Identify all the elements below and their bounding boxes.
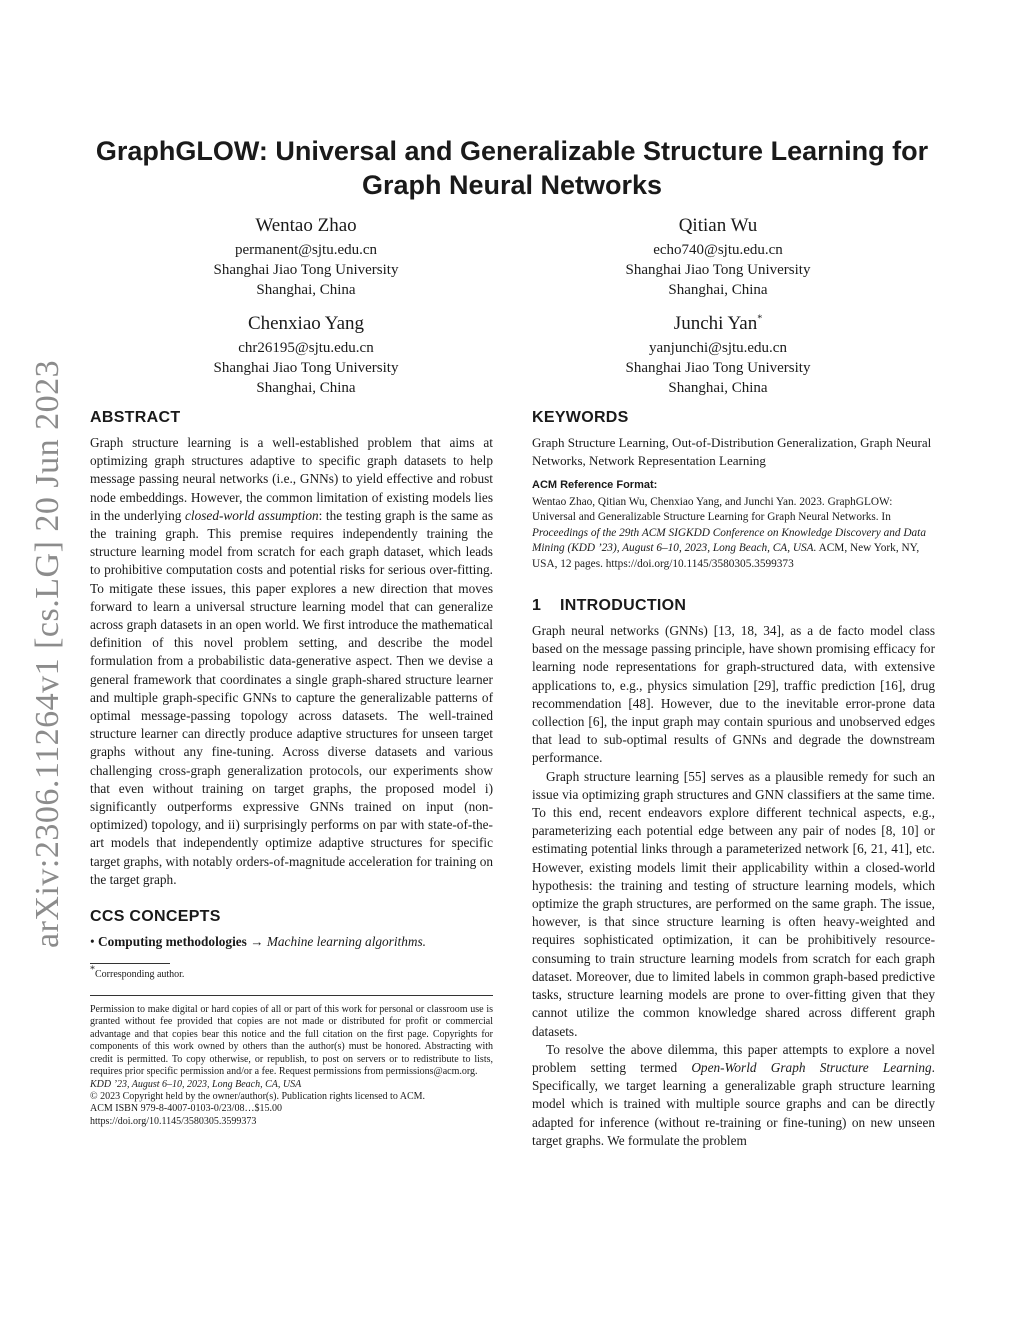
permission-doi: https://doi.org/10.1145/3580305.3599373: [90, 1115, 257, 1127]
abstract-part: Graph structure learning is a well-established problem that aims at optimizing graph structures adaptive to specific graph datasets to help message passing neural networks (i.e., GNNs) to yield effective and robust node embeddings. However, the common limitation of existing models lies in the underlying: [90, 435, 493, 523]
paper-title: [70, 134, 954, 202]
acm-ref-part: ACM, New York, NY, USA, 12 pages. https://doi.org/10.1145/3580305.3599373: [532, 542, 920, 570]
corresponding-mark: *: [757, 313, 763, 325]
author-affiliation: Shanghai Jiao Tong University: [625, 262, 811, 278]
ccs-concepts: [90, 933, 493, 951]
ccs-bullet: •: [90, 934, 95, 950]
permission-venue: [90, 1079, 493, 1091]
venue-text: KDD ’23, August 6–10, 2023, Long Beach, CA, USA: [90, 1078, 302, 1090]
author-name: Wentao Zhao: [255, 215, 357, 236]
permission-text: Permission to make digital or hard copies of all or part of this work for personal or classroom use is granted without fee provided that copies are not made or distributed for profit or commercial advantage and that copies bear this notice and the full citation on the first page. Copyrights for components of this work owned by others than the author(s) must be honored. Abstracting with credit is permitted. To copy otherwise, or republish, to post on servers or to redistribute to lists, requires prior specific permission and/or a fee. Request permissions from permissions@acm.org.: [90, 1004, 493, 1078]
author-location: Shanghai, China: [256, 380, 356, 396]
ccs-concept: Machine learning algorithms.: [266, 934, 426, 950]
footnote-text: Corresponding author.: [95, 969, 185, 981]
title-line-2: Graph Neural Networks: [361, 170, 663, 200]
title-line-1: GraphGLOW: Universal and Generalizable Structure Learning for: [95, 136, 929, 166]
author-email: echo740@sjtu.edu.cn: [653, 242, 783, 258]
author-affiliation: Shanghai Jiao Tong University: [213, 262, 399, 278]
intro-paragraph: Graph neural networks (GNNs) [13, 18, 34], as a de facto model class based on the message passing principle, have shown promising efficacy for learning node representations for graph-structured data, with extensive applications to, e.g., physics simulation [29], traffic prediction [16], drug recommendation [48]. However, due to the inevitable error-prone data collection [6], the input graph may contain spurious and unobserved edges that lead to sub-optimal results of GNNs and degrade the downstream performance.: [532, 623, 935, 766]
introduction-heading: [532, 596, 935, 616]
permission-copyright: © 2023 Copyright held by the owner/author(s). Publication rights licensed to ACM.: [90, 1090, 426, 1102]
author-block: [141, 214, 471, 300]
footnote-rule: [90, 963, 170, 964]
author-block: [553, 214, 883, 300]
abstract-text: [90, 434, 493, 889]
keywords-text: Graph Structure Learning, Out-of-Distribution Generalization, Graph Neural Networks, Network Representation Learning: [532, 435, 932, 468]
author-name: Qitian Wu: [678, 215, 758, 236]
author-name: [553, 312, 883, 336]
permission-block: [90, 1004, 493, 1128]
author-affiliation: Shanghai Jiao Tong University: [625, 360, 811, 376]
abstract-part: : the testing graph is the same as the training graph. This premise requires independently training the structure learning model from scratch for each graph dataset, which leads to prohibitive computation costs and potential risks for serious over-fitting. To mitigate these issues, this paper explores a new direction that moves forward to learn a universal structure learning model that can generalize across graph datasets in an open world. We first introduce the mathematical definition of this novel problem setting, and describe the model formulation from a probabilistic data-generative aspect. Then we devise a general framework that coordinates a single graph-shared structure learner and multiple graph-specific GNNs to capture the generalizable patterns of optimal message-passing topology across datasets. The well-trained structure learner can directly produce adaptive structures for unseen target graphs without any fine-tuning. Across diverse datasets and various challenging cross-graph generalization protocols, our experiments show that even without training on target graphs, the proposed model i) significantly outperforms expressive GNNs trained on input (non-optimized) topology, and ii) surprisingly performs on par with state-of-the-art models that independently optimize adaptive structures for specific target graphs, with notably orders-of-magnitude acceleration for training on the target graph.: [90, 507, 494, 887]
ccs-category: Computing methodologies: [97, 934, 247, 950]
arxiv-identifier: arXiv:2306.11264v1 [cs.LG] 20 Jun 2023: [29, 359, 66, 948]
abstract-heading: ABSTRACT: [90, 409, 181, 426]
acm-reference-text: [532, 495, 935, 572]
footnote: [90, 964, 493, 981]
author-email: chr26195@sjtu.edu.cn: [238, 340, 374, 356]
left-column: [90, 408, 493, 1128]
author-block: [141, 312, 471, 398]
author-name: Chenxiao Yang: [247, 313, 365, 334]
section-number: 1: [532, 597, 542, 615]
author-email: yanjunchi@sjtu.edu.cn: [649, 340, 787, 356]
author-name-text: Junchi Yan: [673, 313, 758, 334]
section-title: INTRODUCTION: [560, 597, 687, 615]
right-column: [532, 408, 935, 1150]
intro-paragraph: Graph structure learning [55] serves as a plausible remedy for such an issue via optimizing graph structures and GNN classifiers at the same time. To this end, recent endeavors explore different technical aspects, e.g., parameterizing each potential edge between any pair of nodes [8, 10] or estimating potential links through a parameterized network [6, 21, 41], etc. However, existing models limit their applicability within a closed-world hypothesis: the training and testing of structure learning models, which optimize the graph structures, are performed on the same graph. The issue, however, is that since structure learning is often heavy-weighted and requires sophisticated optimization, it can be prohibitively resource-consuming to train structure learning models from scratch for each graph dataset. Moreover, due to limited labels in common graph-based predictive tasks, structure learning models are prone to over-fitting given that they cannot utilize the common knowledge shared across different graph datasets.: [532, 768, 935, 1039]
introduction-text: [532, 622, 935, 1150]
intro-paragraph: [532, 1041, 935, 1150]
ccs-arrow: →: [250, 934, 264, 950]
keywords-heading: KEYWORDS: [532, 409, 629, 426]
footnote-mark: *: [90, 964, 95, 976]
author-location: Shanghai, China: [668, 282, 768, 298]
intro-emphasis: Open-World Graph Structure Learning: [691, 1059, 932, 1075]
acm-ref-part: Wentao Zhao, Qitian Wu, Chenxiao Yang, and Junchi Yan. 2023. GraphGLOW: Universal and Generalizable Structure Learning for Graph Neural Networks. In: [532, 496, 893, 524]
author-location: Shanghai, China: [668, 380, 768, 396]
intro-part: . Specifically, we target learning a generalizable graph structure learning model which is trained with multiple source graphs and can be directly adapted for inference (without re-training or fine-tuning) on new unseen target graphs. We formulate the problem: [532, 1059, 935, 1148]
author-affiliation: Shanghai Jiao Tong University: [213, 360, 399, 376]
author-block: [553, 312, 883, 398]
acm-reference-heading: ACM Reference Format:: [532, 479, 658, 491]
acm-ref-venue: Proceedings of the 29th ACM SIGKDD Conference on Knowledge Discovery and Data Mining (KDD ’23), August 6–10, 2023, Long Beach, CA, USA.: [532, 526, 926, 555]
ccs-heading: CCS CONCEPTS: [90, 908, 221, 926]
intro-part: To resolve the above dilemma, this paper attempts to explore a novel problem setting termed: [532, 1041, 935, 1075]
abstract-emphasis: closed-world assumption: [185, 507, 319, 523]
permission-isbn: ACM ISBN 979-8-4007-0103-0/23/08…$15.00: [90, 1103, 282, 1115]
author-location: Shanghai, China: [256, 282, 356, 298]
author-email: permanent@sjtu.edu.cn: [234, 242, 378, 258]
permission-rule: [90, 995, 493, 996]
